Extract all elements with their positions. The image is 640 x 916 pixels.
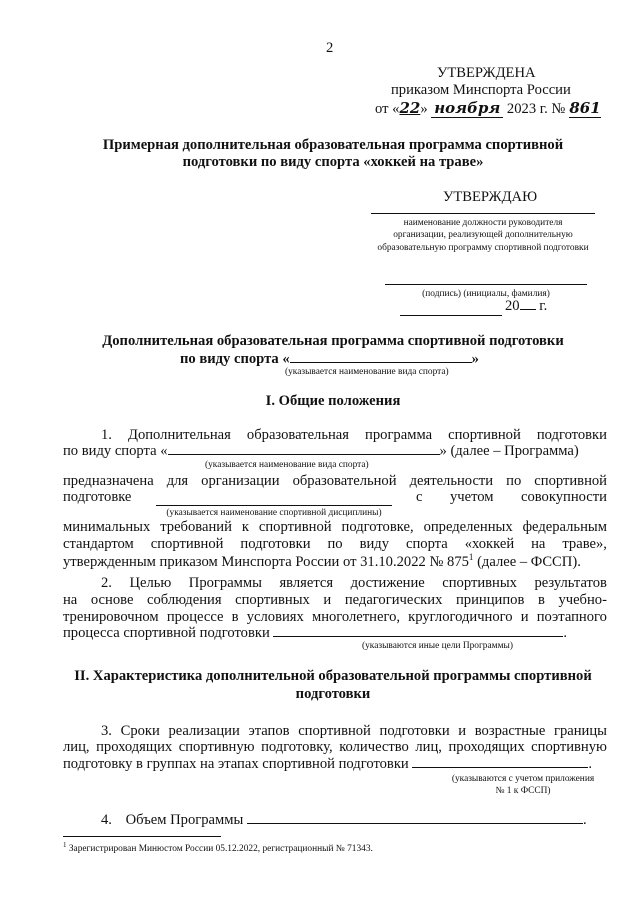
- p1-line6: стандартом спортивной подготовки по виду спорта «хоккей на траве»,: [63, 536, 607, 552]
- p1-line7: утвержденным приказом Минспорта России от 31.10.2022 № $875^1$ (далее – ФССП).: [63, 552, 581, 570]
- p4-line: 4. Объем Программы .: [101, 812, 587, 828]
- approve-date-year: 20: [505, 298, 520, 314]
- footnote-ref: 1: [468, 552, 474, 562]
- p1-discipline-line: [156, 505, 392, 506]
- program-title-prefix: по виду спорта «: [180, 351, 290, 367]
- approval-date-sep: »: [420, 101, 428, 117]
- main-title-line2: подготовки по виду спорта «хоккей на траве»: [182, 154, 484, 170]
- approve-position-line: [371, 213, 595, 214]
- approval-title: УТВЕРЖДЕНА: [437, 65, 536, 81]
- approve-title: УТВЕРЖДАЮ: [443, 189, 538, 205]
- approval-day-handwritten: 22: [399, 99, 421, 117]
- approval-date-prefix: от «: [375, 101, 400, 117]
- section2-title-line1: II. Характеристика дополнительной образовательной программы спортивной: [74, 668, 592, 684]
- program-title-line1: Дополнительная образовательная программа спортивной подготовки: [102, 333, 564, 349]
- approval-order-line: приказом Минспорта России: [391, 82, 571, 98]
- approve-hint1: наименование должности руководителя: [403, 218, 563, 228]
- approve-signature-hint: (подпись) (инициалы, фамилия): [422, 289, 550, 299]
- approval-month-handwritten: ноября: [431, 99, 503, 118]
- approve-hint2: организации, реализующей дополнительную: [393, 230, 573, 240]
- p1-sport-hint: (указывается наименование вида спорта): [205, 460, 369, 470]
- p1-sport-suffix: » (далее – Программа): [439, 443, 579, 459]
- p1-line4-right: с учетом совокупности: [416, 489, 607, 505]
- approve-hint3: образовательную программу спортивной подготовки: [377, 243, 589, 253]
- p2-line2: на основе соблюдения спортивных и педагогических принципов в учебно-: [63, 592, 607, 608]
- p3-appendix-hint2: № 1 к ФССП): [495, 786, 551, 796]
- p1-line2: [63, 443, 579, 460]
- footnote-text: Зарегистрирован Минюстом России 05.12.2022, регистрационный № 71343.: [68, 844, 373, 855]
- p1-line3: предназначена для организации образовательной деятельности по спортивной: [63, 473, 607, 489]
- approve-signature-line: [385, 284, 587, 285]
- p2-line4: процесса спортивной подготовки .: [63, 625, 568, 641]
- page-number: 2: [326, 40, 334, 56]
- p1-line4-left: подготовке: [63, 489, 132, 505]
- program-title-line2: [180, 351, 479, 368]
- program-title-hint: (указывается наименование вида спорта): [285, 367, 449, 377]
- approve-date: [505, 298, 547, 315]
- approval-date-line: [375, 99, 601, 118]
- p1-discipline-hint: (указывается наименование спортивной дисциплины): [166, 508, 382, 518]
- p1-sport-prefix: по виду спорта «: [63, 443, 168, 459]
- section2-title-line2: подготовки: [295, 686, 371, 702]
- p2-line1: 2. Целью Программы является достижение спортивных результатов: [101, 575, 607, 591]
- p2-goals-hint: (указываются иные цели Программы): [362, 641, 513, 651]
- p3-line1: 3. Сроки реализации этапов спортивной подготовки и возрастные границы: [101, 723, 607, 739]
- p3-line3: подготовку в группах на этапах спортивной подготовки .: [63, 756, 593, 772]
- footnote-separator: [63, 836, 221, 837]
- p3-line2: лиц, проходящих спортивную подготовку, количество лиц, проходящих спортивную: [63, 739, 607, 755]
- section1-title: I. Общие положения: [265, 393, 401, 409]
- p1-line5: минимальных требований к спортивной подготовке, определенных федеральным: [63, 519, 607, 535]
- footnote-mark: 1: [63, 841, 67, 849]
- approval-year: 2023 г. №: [506, 101, 566, 117]
- footnote: [63, 841, 373, 854]
- p1-line1: 1. Дополнительная образовательная программа спортивной подготовки: [101, 427, 607, 443]
- approve-date-suffix: г.: [539, 298, 548, 314]
- main-title-line1: Примерная дополнительная образовательная программа спортивной: [102, 137, 564, 153]
- p3-appendix-hint1: (указываются с учетом приложения: [451, 774, 595, 784]
- p2-line3: тренировочном процессе в условиях многолетнего, круглогодичного и поэтапного: [63, 609, 607, 625]
- approval-number-handwritten: 861: [569, 99, 601, 117]
- program-title-suffix: »: [471, 351, 479, 367]
- approve-date-line: [400, 315, 502, 316]
